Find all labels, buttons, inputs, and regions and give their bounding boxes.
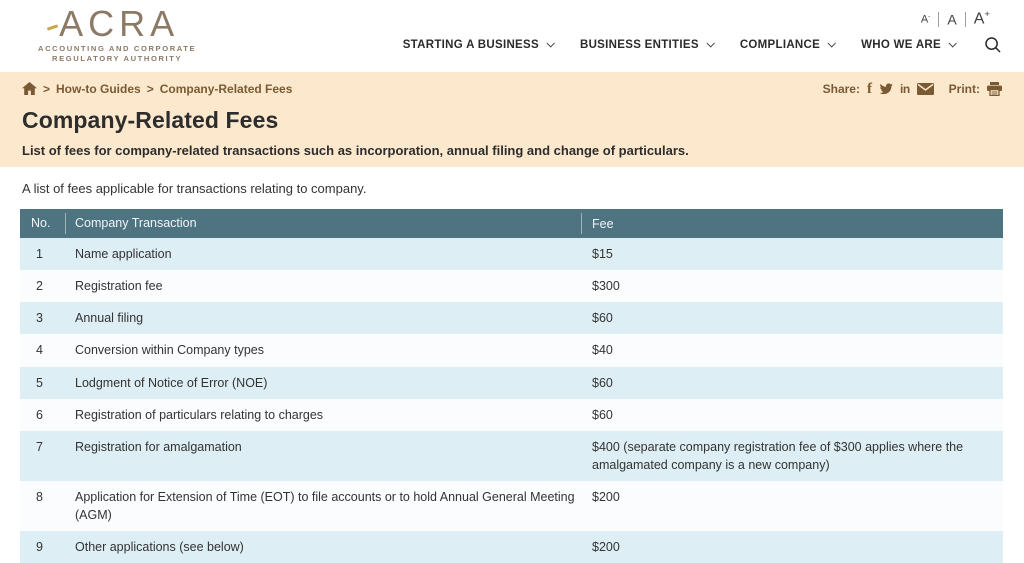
row-transaction: Registration of particulars relating to charges [75, 407, 324, 422]
row-fee: $60 [592, 311, 613, 326]
hero-section [0, 72, 1024, 167]
row-transaction: Registration for amalgamation [75, 439, 242, 454]
row-number: 2 [36, 279, 43, 294]
row-fee: $300 [592, 279, 620, 294]
row-number: 4 [36, 343, 43, 358]
nav-item-who-we-are[interactable] [861, 39, 955, 51]
row-fee: $15 [592, 247, 613, 261]
nav-item-compliance[interactable] [740, 39, 834, 51]
fees-table [20, 209, 1003, 563]
nav-item-label: COMPLIANCE [739, 39, 821, 51]
page-title: Company-Related Fees [22, 107, 279, 133]
site-header [0, 0, 1024, 72]
table-row [20, 367, 1003, 399]
table-row [20, 238, 1003, 270]
row-number: 3 [36, 311, 43, 326]
chevron-down-icon [546, 39, 554, 47]
print-icon[interactable] [987, 82, 1002, 96]
row-fee: $400 (separate company registration fee of $300 applies where the amalgamated company is a new company) [592, 439, 964, 472]
breadcrumb-separator: > [43, 81, 51, 96]
table-row [20, 399, 1003, 431]
breadcrumb-how-to-guides[interactable]: How-to Guides [56, 81, 141, 96]
row-transaction: Registration fee [75, 279, 163, 294]
row-fee: $200 [592, 540, 620, 555]
table-header-row [20, 209, 1003, 238]
nav-item-label: BUSINESS ENTITIES [579, 39, 699, 51]
breadcrumb-company-related-fees[interactable]: Company-Related Fees [159, 81, 293, 96]
acra-logo-subline1: ACCOUNTING AND CORPORATE [38, 44, 197, 53]
column-header-fee: Fee [592, 216, 614, 231]
chevron-down-icon [948, 39, 956, 47]
print-label: Print: [948, 81, 980, 96]
acra-logo-subline2: REGULATORY AUTHORITY [52, 54, 183, 63]
row-transaction: Annual filing [75, 311, 144, 326]
linkedin-icon[interactable]: in [899, 81, 910, 96]
row-transaction: Conversion within Company types [75, 343, 264, 358]
nav-item-label: WHO WE ARE [861, 39, 941, 51]
nav-item-business-entities[interactable] [580, 39, 713, 51]
twitter-icon[interactable] [879, 83, 893, 95]
row-number: 1 [36, 247, 43, 261]
table-row [20, 334, 1003, 366]
intro-text: A list of fees applicable for transactions relating to company. [22, 181, 367, 196]
row-transaction: Application for Extension of Time (EOT) to file accounts or to hold Annual General Meeting (AGM) [75, 490, 575, 523]
acra-logo-text: ACRA [59, 3, 180, 44]
home-icon[interactable] [22, 82, 37, 95]
email-icon[interactable] [917, 83, 934, 95]
font-size-default-button[interactable]: A [947, 11, 957, 28]
row-transaction: Name application [75, 247, 172, 261]
font-size-controls [913, 7, 998, 27]
nav-item-label: STARTING A BUSINESS [402, 39, 539, 51]
column-header-company-transaction: Company Transaction [66, 213, 582, 234]
acra-logo[interactable] [38, 5, 196, 63]
nav-item-starting-a-business[interactable] [403, 39, 553, 51]
row-number: 5 [36, 375, 43, 390]
share-print-bar [823, 82, 1002, 96]
main-nav [403, 36, 1002, 54]
facebook-icon[interactable]: f [866, 80, 872, 97]
table-row [20, 431, 1003, 481]
row-transaction: Other applications (see below) [75, 540, 244, 555]
acra-logo-acronym [38, 5, 196, 43]
row-fee: $60 [592, 375, 613, 390]
font-size-decrease-button[interactable]: A- [920, 12, 931, 26]
row-fee: $60 [592, 407, 613, 422]
row-fee: $40 [592, 343, 613, 358]
font-size-increase-button[interactable]: A+ [973, 9, 990, 28]
row-fee: $200 [592, 490, 620, 504]
search-icon[interactable] [984, 36, 1002, 54]
row-number: 6 [36, 407, 43, 422]
breadcrumb [22, 82, 292, 96]
table-row [20, 302, 1003, 334]
logo-leaf-accent [47, 24, 58, 30]
table-row [20, 481, 1003, 531]
chevron-down-icon [706, 39, 714, 47]
table-row [20, 531, 1003, 563]
share-label: Share: [822, 81, 860, 96]
chevron-down-icon [828, 39, 836, 47]
column-header-no: No. [20, 213, 66, 234]
row-number: 8 [36, 490, 43, 504]
page-subtitle: List of fees for company-related transactions such as incorporation, annual filing and change of particulars. [22, 143, 689, 158]
row-transaction: Lodgment of Notice of Error (NOE) [75, 375, 268, 390]
row-number: 9 [36, 540, 43, 555]
table-body [20, 238, 1003, 563]
breadcrumb-separator: > [146, 81, 154, 96]
table-row [20, 270, 1003, 302]
row-number: 7 [36, 439, 43, 454]
